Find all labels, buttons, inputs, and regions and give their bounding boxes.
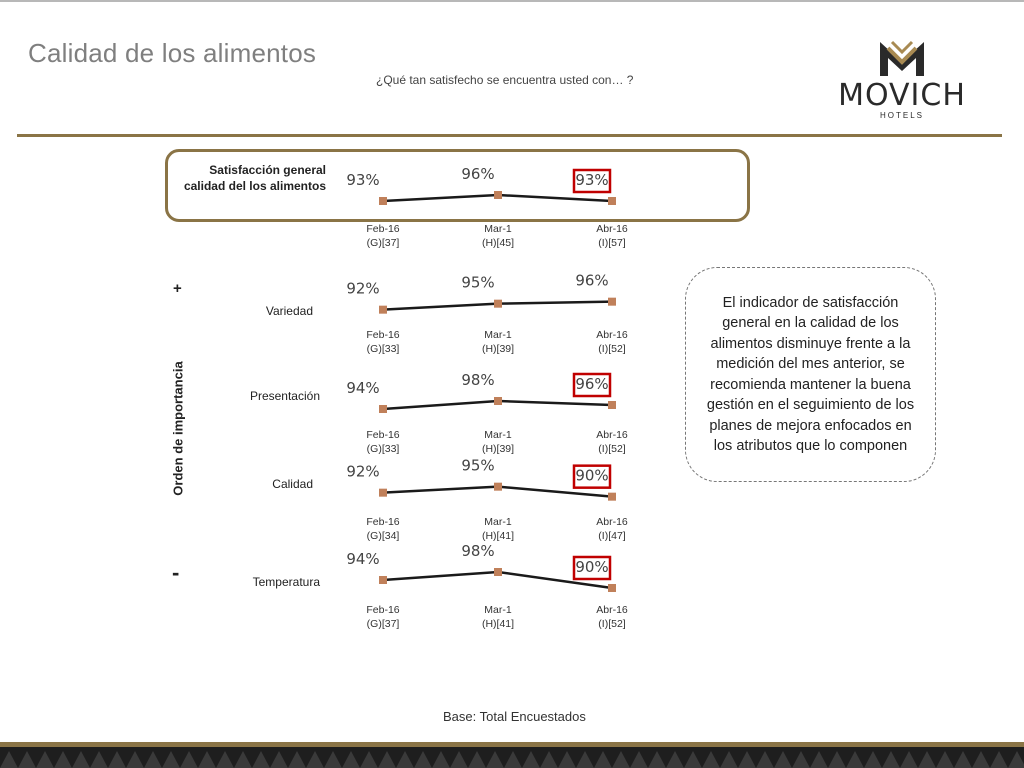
data-point-3-2 bbox=[608, 493, 616, 501]
data-label-0-2: 93% bbox=[575, 171, 609, 189]
tick-base-2-2: (I)[52] bbox=[598, 443, 626, 455]
tick-base-3-0: (G)[34] bbox=[366, 530, 400, 542]
tick-base-0-0: (G)[37] bbox=[366, 237, 400, 249]
row-label-temperatura: Temperatura bbox=[252, 575, 320, 589]
data-point-0-0 bbox=[379, 197, 387, 205]
tick-category-1-0: Feb-16 bbox=[366, 329, 400, 341]
data-label-2-2: 96% bbox=[575, 375, 609, 393]
tick-category-3-0: Feb-16 bbox=[366, 516, 400, 528]
tick-base-1-0: (G)[33] bbox=[366, 343, 400, 355]
row-label-general-line1: Satisfacción general bbox=[209, 163, 326, 177]
data-point-3-0 bbox=[379, 489, 387, 497]
tick-base-0-1: (H)[45] bbox=[481, 237, 515, 249]
row-label-variedad: Variedad bbox=[265, 304, 313, 318]
importance-minus: - bbox=[172, 560, 180, 585]
insight-text: El indicador de satisfacción general en la calidad de los alimentos disminuye frente a la medición del mes anterior, se recomienda mantener la buena gestión en el seguimiento de los planes de mejora enfocados en los atributos que lo componen bbox=[706, 294, 915, 454]
data-label-3-1: 95% bbox=[461, 456, 495, 475]
data-label-1-2: 96% bbox=[575, 271, 609, 290]
tick-category-3-1: Mar-1 bbox=[484, 516, 512, 528]
tick-category-4-1: Mar-1 bbox=[484, 604, 512, 616]
tick-base-2-0: (G)[33] bbox=[366, 443, 400, 455]
tick-base-1-2: (I)[52] bbox=[598, 343, 626, 355]
decorative-footer-band bbox=[0, 742, 1024, 768]
tick-category-1-1: Mar-1 bbox=[484, 329, 512, 341]
logo-subtitle: HOTELS bbox=[879, 111, 924, 120]
insight-callout bbox=[685, 267, 936, 482]
row-label-calidad: Calidad bbox=[272, 477, 313, 491]
data-point-2-0 bbox=[379, 405, 387, 413]
data-point-2-1 bbox=[494, 397, 502, 405]
data-label-1-0: 92% bbox=[346, 279, 380, 298]
tick-base-4-0: (G)[37] bbox=[366, 618, 400, 630]
data-label-0-0: 93% bbox=[346, 171, 380, 189]
tick-base-3-1: (H)[41] bbox=[481, 530, 515, 542]
data-label-3-0: 92% bbox=[346, 462, 380, 481]
data-point-0-2 bbox=[608, 197, 616, 205]
data-point-1-0 bbox=[379, 306, 387, 314]
tick-category-4-2: Abr-16 bbox=[596, 604, 628, 616]
data-label-4-2: 90% bbox=[575, 558, 609, 576]
survey-question: ¿Qué tan satisfecho se encuentra usted con… ? bbox=[376, 73, 634, 87]
importance-plus: + bbox=[173, 280, 182, 297]
tick-base-3-2: (I)[47] bbox=[598, 530, 626, 542]
tick-base-1-1: (H)[39] bbox=[481, 343, 515, 355]
data-point-4-0 bbox=[379, 576, 387, 584]
tick-category-0-2: Abr-16 bbox=[596, 223, 628, 235]
tick-category-2-2: Abr-16 bbox=[596, 429, 628, 441]
data-point-2-2 bbox=[608, 401, 616, 409]
tick-base-4-2: (I)[52] bbox=[598, 618, 626, 630]
data-point-4-2 bbox=[608, 584, 616, 592]
row-label-general-line2: calidad del los alimentos bbox=[183, 179, 326, 193]
tick-category-2-0: Feb-16 bbox=[366, 429, 400, 441]
data-label-2-1: 98% bbox=[461, 371, 495, 389]
data-label-4-1: 98% bbox=[461, 542, 495, 560]
tick-base-2-1: (H)[39] bbox=[481, 443, 515, 455]
data-label-4-0: 94% bbox=[346, 550, 380, 568]
tick-base-0-2: (I)[57] bbox=[598, 237, 626, 249]
tick-category-1-2: Abr-16 bbox=[596, 329, 628, 341]
base-footnote: Base: Total Encuestados bbox=[443, 709, 586, 724]
tick-base-4-1: (H)[41] bbox=[481, 618, 515, 630]
tick-category-4-0: Feb-16 bbox=[366, 604, 400, 616]
page-title: Calidad de los alimentos bbox=[28, 38, 317, 68]
tick-category-3-2: Abr-16 bbox=[596, 516, 628, 528]
data-point-0-1 bbox=[494, 191, 502, 199]
data-point-3-1 bbox=[494, 483, 502, 491]
tick-category-0-0: Feb-16 bbox=[366, 223, 400, 235]
row-label-presentacion: Presentación bbox=[249, 389, 320, 403]
data-point-4-1 bbox=[494, 568, 502, 576]
data-point-1-1 bbox=[494, 300, 502, 308]
tick-category-2-1: Mar-1 bbox=[484, 429, 512, 441]
data-label-0-1: 96% bbox=[461, 165, 495, 183]
data-label-3-2: 90% bbox=[575, 466, 609, 485]
data-label-1-1: 95% bbox=[461, 273, 495, 292]
tick-category-0-1: Mar-1 bbox=[484, 223, 512, 235]
logo-wordmark: MOVICH bbox=[838, 78, 966, 113]
data-point-1-2 bbox=[608, 298, 616, 306]
importance-axis-label: Orden de importancia bbox=[170, 361, 186, 496]
data-label-2-0: 94% bbox=[346, 379, 380, 397]
